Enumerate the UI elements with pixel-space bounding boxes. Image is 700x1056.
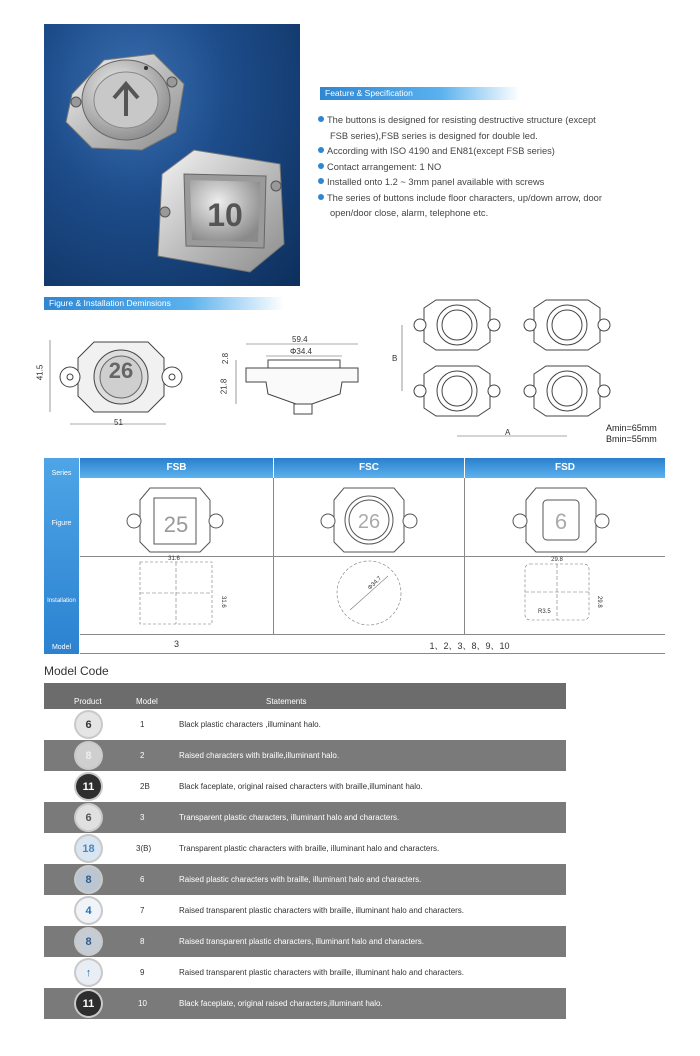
series-figures [80, 478, 665, 634]
model-row [44, 833, 566, 864]
model-number: 3(B) [136, 844, 152, 853]
fsc-face: 26 [357, 511, 381, 533]
product-icon: 8 [76, 867, 101, 892]
fsb-width-dim: 31.6 [168, 556, 180, 562]
model-number: 2B [140, 782, 150, 791]
model-row [44, 926, 566, 957]
header-fsb: FSB [80, 458, 273, 478]
feature-bullet: The buttons is designed for resisting destructive structure (except [318, 113, 658, 129]
model-code-header [44, 683, 566, 709]
model-statement: Raised transparent plastic characters with braille, illuminant halo and characters. [179, 968, 465, 977]
series-table [44, 458, 665, 654]
feature-bullet: The series of buttons include floor characters, up/down arrow, door [318, 191, 658, 207]
installation-row-label: Installation [47, 598, 76, 604]
fsd-width-dim: 29.8 [551, 557, 563, 563]
product-icon: 8 [76, 929, 101, 954]
model-statement: Black faceplate, original raised characters,illuminant halo. [179, 999, 383, 1008]
front-view-drawing [35, 320, 188, 432]
model-number: 7 [140, 906, 145, 915]
product-icon: 18 [76, 836, 101, 861]
model-statement: Black plastic characters ,illuminant halo. [179, 720, 321, 729]
model-statement: Black faceplate, original raised characters with braille,illuminant halo. [179, 782, 423, 791]
figure-row-label: Figure [51, 520, 72, 527]
feature-list [318, 113, 658, 222]
product-icon: 6 [76, 805, 101, 830]
figure-heading: Figure & Installation Deminsions [44, 297, 284, 310]
header-fsc: FSC [274, 458, 464, 478]
fsc-dia-dim: Φ34.7 [367, 575, 384, 592]
side-thickness-label: 2.8 [221, 352, 231, 365]
fsd-face: 6 [554, 509, 568, 534]
model-statement: Raised plastic characters with braille, illuminant halo and characters. [179, 875, 422, 884]
product-icon: 11 [76, 774, 101, 799]
side-total-label: 59.4 [292, 335, 308, 344]
fsb-face: 25 [163, 512, 189, 537]
header-fsd: FSD [465, 458, 665, 478]
layout-b-label: B [392, 354, 398, 363]
model-number: 8 [140, 937, 145, 946]
fsd-radius-dim: R3.5 [538, 609, 551, 615]
row-divider [80, 653, 665, 654]
fsb-model: 3 [173, 639, 179, 649]
model-row [44, 709, 566, 740]
product-icon: 4 [76, 898, 101, 923]
model-row [44, 771, 566, 802]
product-photo [44, 24, 300, 286]
model-row [44, 895, 566, 926]
model-statement: Raised transparent plastic characters with braille, illuminant halo and characters. [179, 906, 465, 915]
model-statement: Transparent plastic characters, illuminant halo and characters. [179, 813, 400, 822]
feature-bullet: Installed onto 1.2 ~ 3mm panel available with screws [318, 175, 658, 191]
header-product: Product [74, 697, 102, 706]
series-label: Series [51, 470, 72, 477]
header-statements: Statements [266, 697, 307, 706]
arrow-up-icon: ↑ [76, 960, 101, 985]
model-number: 3 [140, 813, 145, 822]
feature-bullet: According with ISO 4190 and EN81(except FSB series) [318, 144, 658, 160]
model-code-title: Model Code [44, 664, 109, 678]
feature-heading: Feature & Specification [320, 87, 520, 100]
feature-bullet-cont: FSB series),FSB series is designed for double led. [330, 130, 538, 141]
model-row [44, 957, 566, 988]
model-statement: Raised transparent plastic characters, illuminant halo and characters. [179, 937, 425, 946]
model-number: 1 [140, 720, 145, 729]
front-width-label: 51 [114, 418, 123, 427]
model-row [44, 740, 566, 771]
side-dia-label: Φ34.4 [290, 347, 312, 356]
photo-button-label: 10 [207, 197, 243, 233]
side-view-drawing [216, 330, 376, 425]
product-icon: 6 [76, 712, 101, 737]
model-statement: Transparent plastic characters with braille, illuminant halo and characters. [179, 844, 440, 853]
model-statement: Raised characters with braille,illuminant halo. [179, 751, 340, 760]
feature-bullet-cont: open/door close, alarm, telephone etc. [330, 208, 489, 218]
layout-drawing [388, 296, 668, 446]
product-icon: 11 [76, 991, 101, 1016]
fsb-height-dim: 31.6 [220, 596, 226, 608]
row-divider [80, 634, 665, 635]
model-number: 2 [140, 751, 145, 760]
front-face-number: 26 [108, 358, 134, 383]
front-height-label: 41.5 [35, 364, 45, 381]
product-icon: 8 [76, 743, 101, 768]
model-row [44, 802, 566, 833]
amin-note: Amin=65mm [606, 423, 657, 433]
fsc-fsd-model: 1、2、3、8、9、10 [429, 641, 510, 651]
model-number: 10 [138, 999, 147, 1008]
layout-a-label: A [505, 428, 511, 437]
fsd-height-dim: 29.8 [596, 596, 602, 608]
model-row [44, 864, 566, 895]
model-row [44, 988, 566, 1019]
model-number: 9 [140, 968, 145, 977]
series-side-column [44, 458, 79, 654]
feature-bullet: Contact arrangement: 1 NO [318, 160, 658, 176]
bmin-note: Bmin=55mm [606, 434, 657, 444]
model-number: 6 [140, 875, 145, 884]
model-row-label: Model [51, 644, 72, 651]
side-height-label: 21.8 [219, 378, 229, 395]
header-model: Model [136, 697, 158, 706]
